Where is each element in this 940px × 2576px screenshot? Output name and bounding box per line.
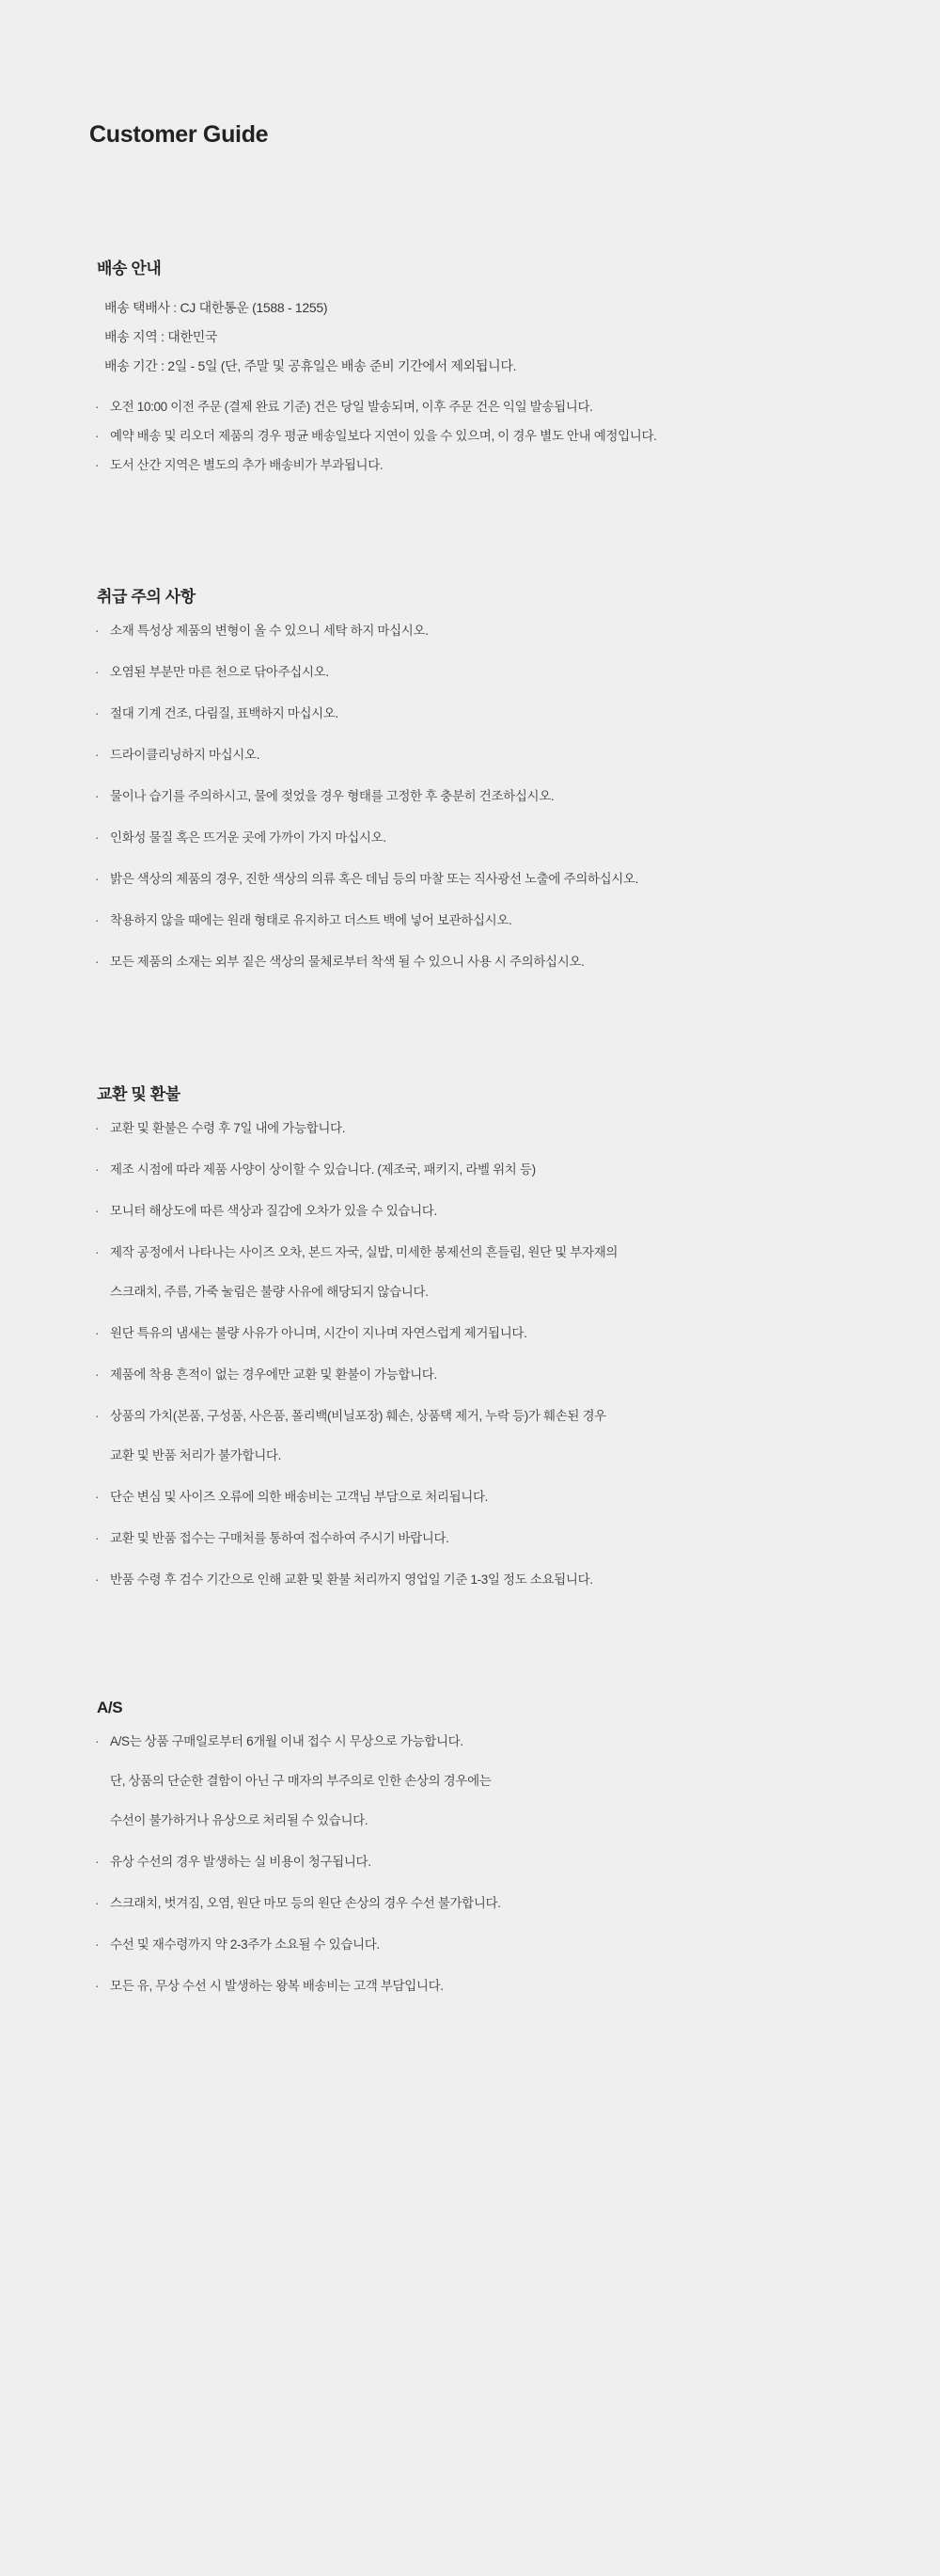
list-item bbox=[89, 1936, 884, 1954]
spacer bbox=[89, 165, 884, 255]
list-item bbox=[89, 787, 884, 806]
bullet-icon: · bbox=[95, 1203, 100, 1218]
spacer bbox=[89, 381, 884, 398]
bullet-icon: · bbox=[95, 428, 100, 443]
list-item bbox=[89, 427, 884, 446]
list-item-text: 밝은 색상의 제품의 경우, 진한 색상의 의류 혹은 데님 등의 마찰 또는 직사광선 노출에 주의하십시오. bbox=[110, 871, 639, 886]
list-item-text: 반품 수령 후 검수 기간으로 인해 교환 및 환불 처리까지 영업일 기준 1-3일 정도 소요됩니다. bbox=[110, 1572, 593, 1587]
page-title: Customer Guide bbox=[89, 120, 269, 148]
list-item-text: 제조 시점에 따라 제품 사양이 상이할 수 있습니다. (제조국, 패키지, 라벨 위치 등) bbox=[110, 1162, 536, 1177]
bullet-icon: · bbox=[95, 664, 100, 679]
delivery-notes-list bbox=[89, 398, 884, 475]
list-item bbox=[89, 1894, 884, 1913]
list-item bbox=[89, 1977, 884, 1996]
list-item bbox=[89, 1366, 884, 1384]
spacer bbox=[89, 1104, 884, 1119]
as-list bbox=[89, 1732, 884, 1996]
list-item-text: 오전 10:00 이전 주문 (결제 완료 기준) 건은 당일 발송되며, 이후 주문 건은 익일 발송됩니다. bbox=[110, 399, 593, 414]
customer-guide-page bbox=[0, 16, 940, 2576]
list-item-subtext-2: 수선이 불가하거나 유상으로 처리될 수 있습니다. bbox=[110, 1812, 368, 1827]
bullet-icon: · bbox=[95, 747, 100, 762]
bullet-icon: · bbox=[95, 1978, 100, 1993]
list-item bbox=[89, 456, 884, 475]
list-item-text: 드라이클리닝하지 마십시오. bbox=[110, 747, 260, 762]
delivery-line: 배송 택배사 : CJ 대한통운 (1588 - 1255) bbox=[104, 299, 328, 315]
exchange-list bbox=[89, 1119, 884, 1589]
bullet-icon: · bbox=[95, 1120, 100, 1135]
list-item bbox=[89, 1853, 884, 1872]
list-item bbox=[89, 663, 884, 682]
list-item-text: 단순 변심 및 사이즈 오류에 의한 배송비는 고객님 부담으로 처리됩니다. bbox=[110, 1489, 489, 1504]
list-item bbox=[89, 1202, 884, 1221]
list-item-text: 인화성 물질 혹은 뜨거운 곳에 가까이 가지 마십시오. bbox=[110, 830, 386, 845]
list-item bbox=[89, 398, 884, 417]
list-item bbox=[89, 870, 884, 889]
care-list bbox=[89, 622, 884, 972]
list-item-text: 상품의 가치(본품, 구성품, 사은품, 폴리백(비닐포장) 훼손, 상품택 제거, 누락 등)가 훼손된 경우 bbox=[110, 1408, 606, 1423]
list-item-text: 예약 배송 및 리오더 제품의 경우 평균 배송일보다 지연이 있을 수 있으며, 이 경우 별도 안내 예정입니다. bbox=[110, 428, 657, 443]
list-item bbox=[89, 1324, 884, 1343]
list-item-text: 착용하지 않을 때에는 원래 형태로 유지하고 더스트 백에 넣어 보관하십시오. bbox=[110, 912, 512, 927]
bullet-icon: · bbox=[95, 1325, 100, 1340]
bullet-icon: · bbox=[95, 1733, 100, 1748]
bullet-icon: · bbox=[95, 457, 100, 472]
spacer bbox=[89, 994, 884, 1037]
spacer bbox=[89, 1612, 884, 1655]
section-exchange bbox=[89, 1081, 884, 1589]
list-item-text: 교환 및 환불은 수령 후 7일 내에 가능합니다. bbox=[110, 1120, 346, 1135]
section-title-delivery: 배송 안내 bbox=[97, 259, 162, 277]
list-item-text: 스크래치, 벗겨짐, 오염, 원단 마모 등의 원단 손상의 경우 수선 불가합니다. bbox=[110, 1895, 501, 1910]
list-item-text: 유상 수선의 경우 발생하는 실 비용이 청구됩니다. bbox=[110, 1854, 371, 1869]
bullet-icon: · bbox=[95, 1530, 100, 1545]
list-item-text: 도서 산간 지역은 별도의 추가 배송비가 부과됩니다. bbox=[110, 457, 384, 472]
bullet-icon: · bbox=[95, 1244, 100, 1259]
list-item-text: 제작 공정에서 나타나는 사이즈 오차, 본드 자국, 실밥, 미세한 봉제선의 흔들림, 원단 및 부자재의 bbox=[110, 1244, 619, 1259]
list-item bbox=[89, 1732, 884, 1830]
bullet-icon: · bbox=[95, 1936, 100, 1952]
list-item bbox=[89, 1571, 884, 1589]
section-delivery bbox=[89, 255, 884, 475]
list-item-text: 모니터 해상도에 따른 색상과 질감에 오차가 있을 수 있습니다. bbox=[110, 1203, 437, 1218]
section-title-as: A/S bbox=[97, 1698, 123, 1716]
list-item-text: 모든 제품의 소재는 외부 짙은 색상의 물체로부터 착색 될 수 있으니 사용 시 주의하십시오. bbox=[110, 954, 585, 969]
list-item bbox=[89, 1243, 884, 1302]
bullet-icon: · bbox=[95, 871, 100, 886]
bullet-icon: · bbox=[95, 1854, 100, 1869]
list-item bbox=[89, 1407, 884, 1465]
bullet-icon: · bbox=[95, 1572, 100, 1587]
spacer bbox=[89, 1655, 884, 1699]
list-item-text: 수선 및 재수령까지 약 2-3주가 소요될 수 있습니다. bbox=[110, 1936, 380, 1952]
list-item-text: 교환 및 반품 접수는 구매처를 통하여 접수하여 주시기 바랍니다. bbox=[110, 1530, 449, 1545]
list-item bbox=[89, 622, 884, 640]
bullet-icon: · bbox=[95, 1408, 100, 1423]
bullet-icon: · bbox=[95, 623, 100, 638]
list-item bbox=[89, 1161, 884, 1179]
list-item-text: 모든 유, 무상 수선 시 발생하는 왕복 배송비는 고객 부담입니다. bbox=[110, 1978, 444, 1993]
list-item-text: 오염된 부분만 마른 천으로 닦아주십시오. bbox=[110, 664, 329, 679]
list-item-subtext: 교환 및 반품 처리가 불가합니다. bbox=[110, 1447, 281, 1462]
list-item-text: 소재 특성상 제품의 변형이 올 수 있으니 세탁 하지 마십시오. bbox=[110, 623, 429, 638]
section-care bbox=[89, 583, 884, 972]
bullet-icon: · bbox=[95, 1489, 100, 1504]
spacer bbox=[89, 278, 884, 293]
list-item-text: 원단 특유의 냄새는 불량 사유가 아니며, 시간이 지나며 자연스럽게 제거됩니다. bbox=[110, 1325, 527, 1340]
list-item bbox=[89, 953, 884, 972]
list-item-text: 물이나 습기를 주의하시고, 물에 젖었을 경우 형태를 고정한 후 충분히 건조하십시오. bbox=[110, 788, 555, 803]
bullet-icon: · bbox=[95, 1162, 100, 1177]
spacer bbox=[89, 1037, 884, 1081]
section-title-care: 취급 주의 사항 bbox=[97, 587, 196, 606]
list-item bbox=[89, 911, 884, 930]
spacer bbox=[89, 1717, 884, 1732]
list-item bbox=[89, 1119, 884, 1138]
list-item-subtext: 스크래치, 주름, 가죽 눌림은 불량 사유에 해당되지 않습니다. bbox=[110, 1284, 429, 1299]
list-item bbox=[89, 746, 884, 765]
delivery-line: 배송 지역 : 대한민국 bbox=[104, 328, 218, 344]
section-title-exchange: 교환 및 환불 bbox=[97, 1084, 180, 1103]
list-item-text: 제품에 착용 흔적이 없는 경우에만 교환 및 환불이 가능합니다. bbox=[110, 1367, 437, 1382]
list-item bbox=[89, 829, 884, 847]
content-wrapper bbox=[0, 16, 940, 1996]
list-item-text: 절대 기계 건조, 다림질, 표백하지 마십시오. bbox=[110, 705, 338, 720]
list-item bbox=[89, 1529, 884, 1548]
bullet-icon: · bbox=[95, 954, 100, 969]
delivery-line: 배송 기간 : 2일 - 5일 (단, 주말 및 공휴일은 배송 준비 기간에서 제외됩니다. bbox=[104, 357, 517, 373]
list-item bbox=[89, 704, 884, 723]
bullet-icon: · bbox=[95, 912, 100, 927]
spacer bbox=[89, 607, 884, 622]
list-item bbox=[89, 1488, 884, 1507]
bullet-icon: · bbox=[95, 830, 100, 845]
bullet-icon: · bbox=[95, 788, 100, 803]
list-item-text: A/S는 상품 구매일로부터 6개월 이내 접수 시 무상으로 가능합니다. bbox=[110, 1733, 463, 1748]
bullet-icon: · bbox=[95, 399, 100, 414]
bullet-icon: · bbox=[95, 1367, 100, 1382]
bullet-icon: · bbox=[95, 1895, 100, 1910]
spacer bbox=[89, 485, 884, 583]
list-item-subtext: 단, 상품의 단순한 결함이 아닌 구 매자의 부주의로 인한 손상의 경우에는 bbox=[110, 1773, 492, 1788]
section-as bbox=[89, 1699, 884, 1996]
bullet-icon: · bbox=[95, 705, 100, 720]
